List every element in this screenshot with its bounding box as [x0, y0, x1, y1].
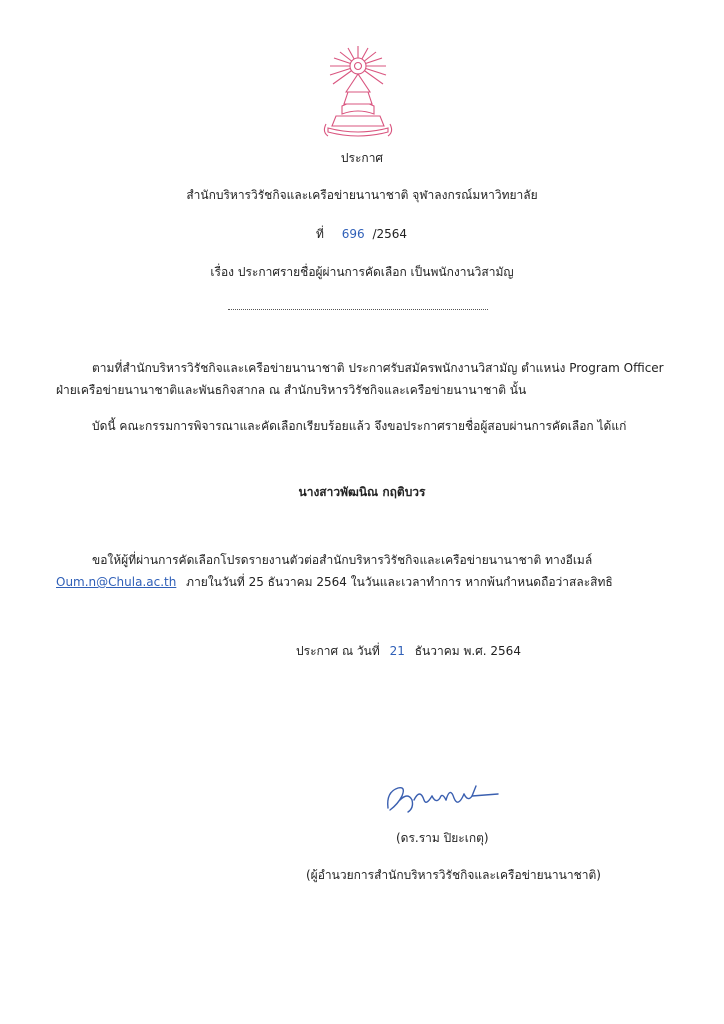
number-prefix: ที่	[316, 227, 324, 241]
report-deadline-text: ภายในวันที่ 25 ธันวาคม 2564 ในวันและเวลาทำการ หากพ้นกำหนดถือว่าสละสิทธิ	[186, 575, 613, 589]
date-prefix: ประกาศ ณ วันที่	[296, 644, 380, 658]
chula-royal-emblem-icon	[318, 44, 398, 144]
paragraph-1-line-2: ฝ่ายเครือข่ายนานาชาติและพันธกิจสากล ณ สำนักบริหารวิรัชกิจและเครือข่ายนานาชาติ นั้น	[56, 383, 527, 397]
handwritten-signature	[380, 778, 502, 818]
announcement-title: ประกาศ	[340, 151, 384, 165]
number-value: 696	[341, 227, 365, 241]
announcement-number	[316, 226, 407, 242]
paragraph-3-line-1: ขอให้ผู้ที่ผ่านการคัดเลือกโปรดรายงานตัวต่อสำนักบริหารวิรัชกิจและเครือข่ายนานาชาติ ทางอีเมล์	[92, 553, 593, 567]
number-suffix: /2564	[372, 227, 408, 241]
divider-dotted-line	[228, 309, 488, 310]
paragraph-3-line-2	[56, 574, 613, 590]
selected-candidate-name: นางสาวพัฒนิณ กฤติบวร	[298, 485, 426, 499]
signatory-position: (ผู้อำนวยการสำนักบริหารวิรัชกิจและเครือข่ายนานาชาติ)	[306, 868, 601, 882]
date-rest: ธันวาคม พ.ศ. 2564	[414, 644, 521, 658]
date-day: 21	[389, 644, 405, 658]
paragraph-2: บัดนี้ คณะกรรมการพิจารณาและคัดเลือกเรียบร้อยแล้ว จึงขอประกาศรายชื่อผู้สอบผ่านการคัดเลือก ได้แก่	[92, 419, 627, 433]
organization-name: สำนักบริหารวิรัชกิจและเครือข่ายนานาชาติ จุฬาลงกรณ์มหาวิทยาลัย	[186, 188, 538, 202]
paragraph-1-line-1: ตามที่สำนักบริหารวิรัชกิจและเครือข่ายนานาชาติ ประกาศรับสมัครพนักงานวิสามัญ ตำแหน่ง Program Officer	[92, 361, 664, 375]
email-link[interactable]: Oum.n@Chula.ac.th	[56, 575, 177, 589]
announcement-subject: เรื่อง ประกาศรายชื่อผู้ผ่านการคัดเลือก เป็นพนักงานวิสามัญ	[210, 265, 514, 279]
signatory-name: (ดร.ราม ปิยะเกตุ)	[396, 831, 489, 845]
announcement-date	[296, 643, 521, 659]
